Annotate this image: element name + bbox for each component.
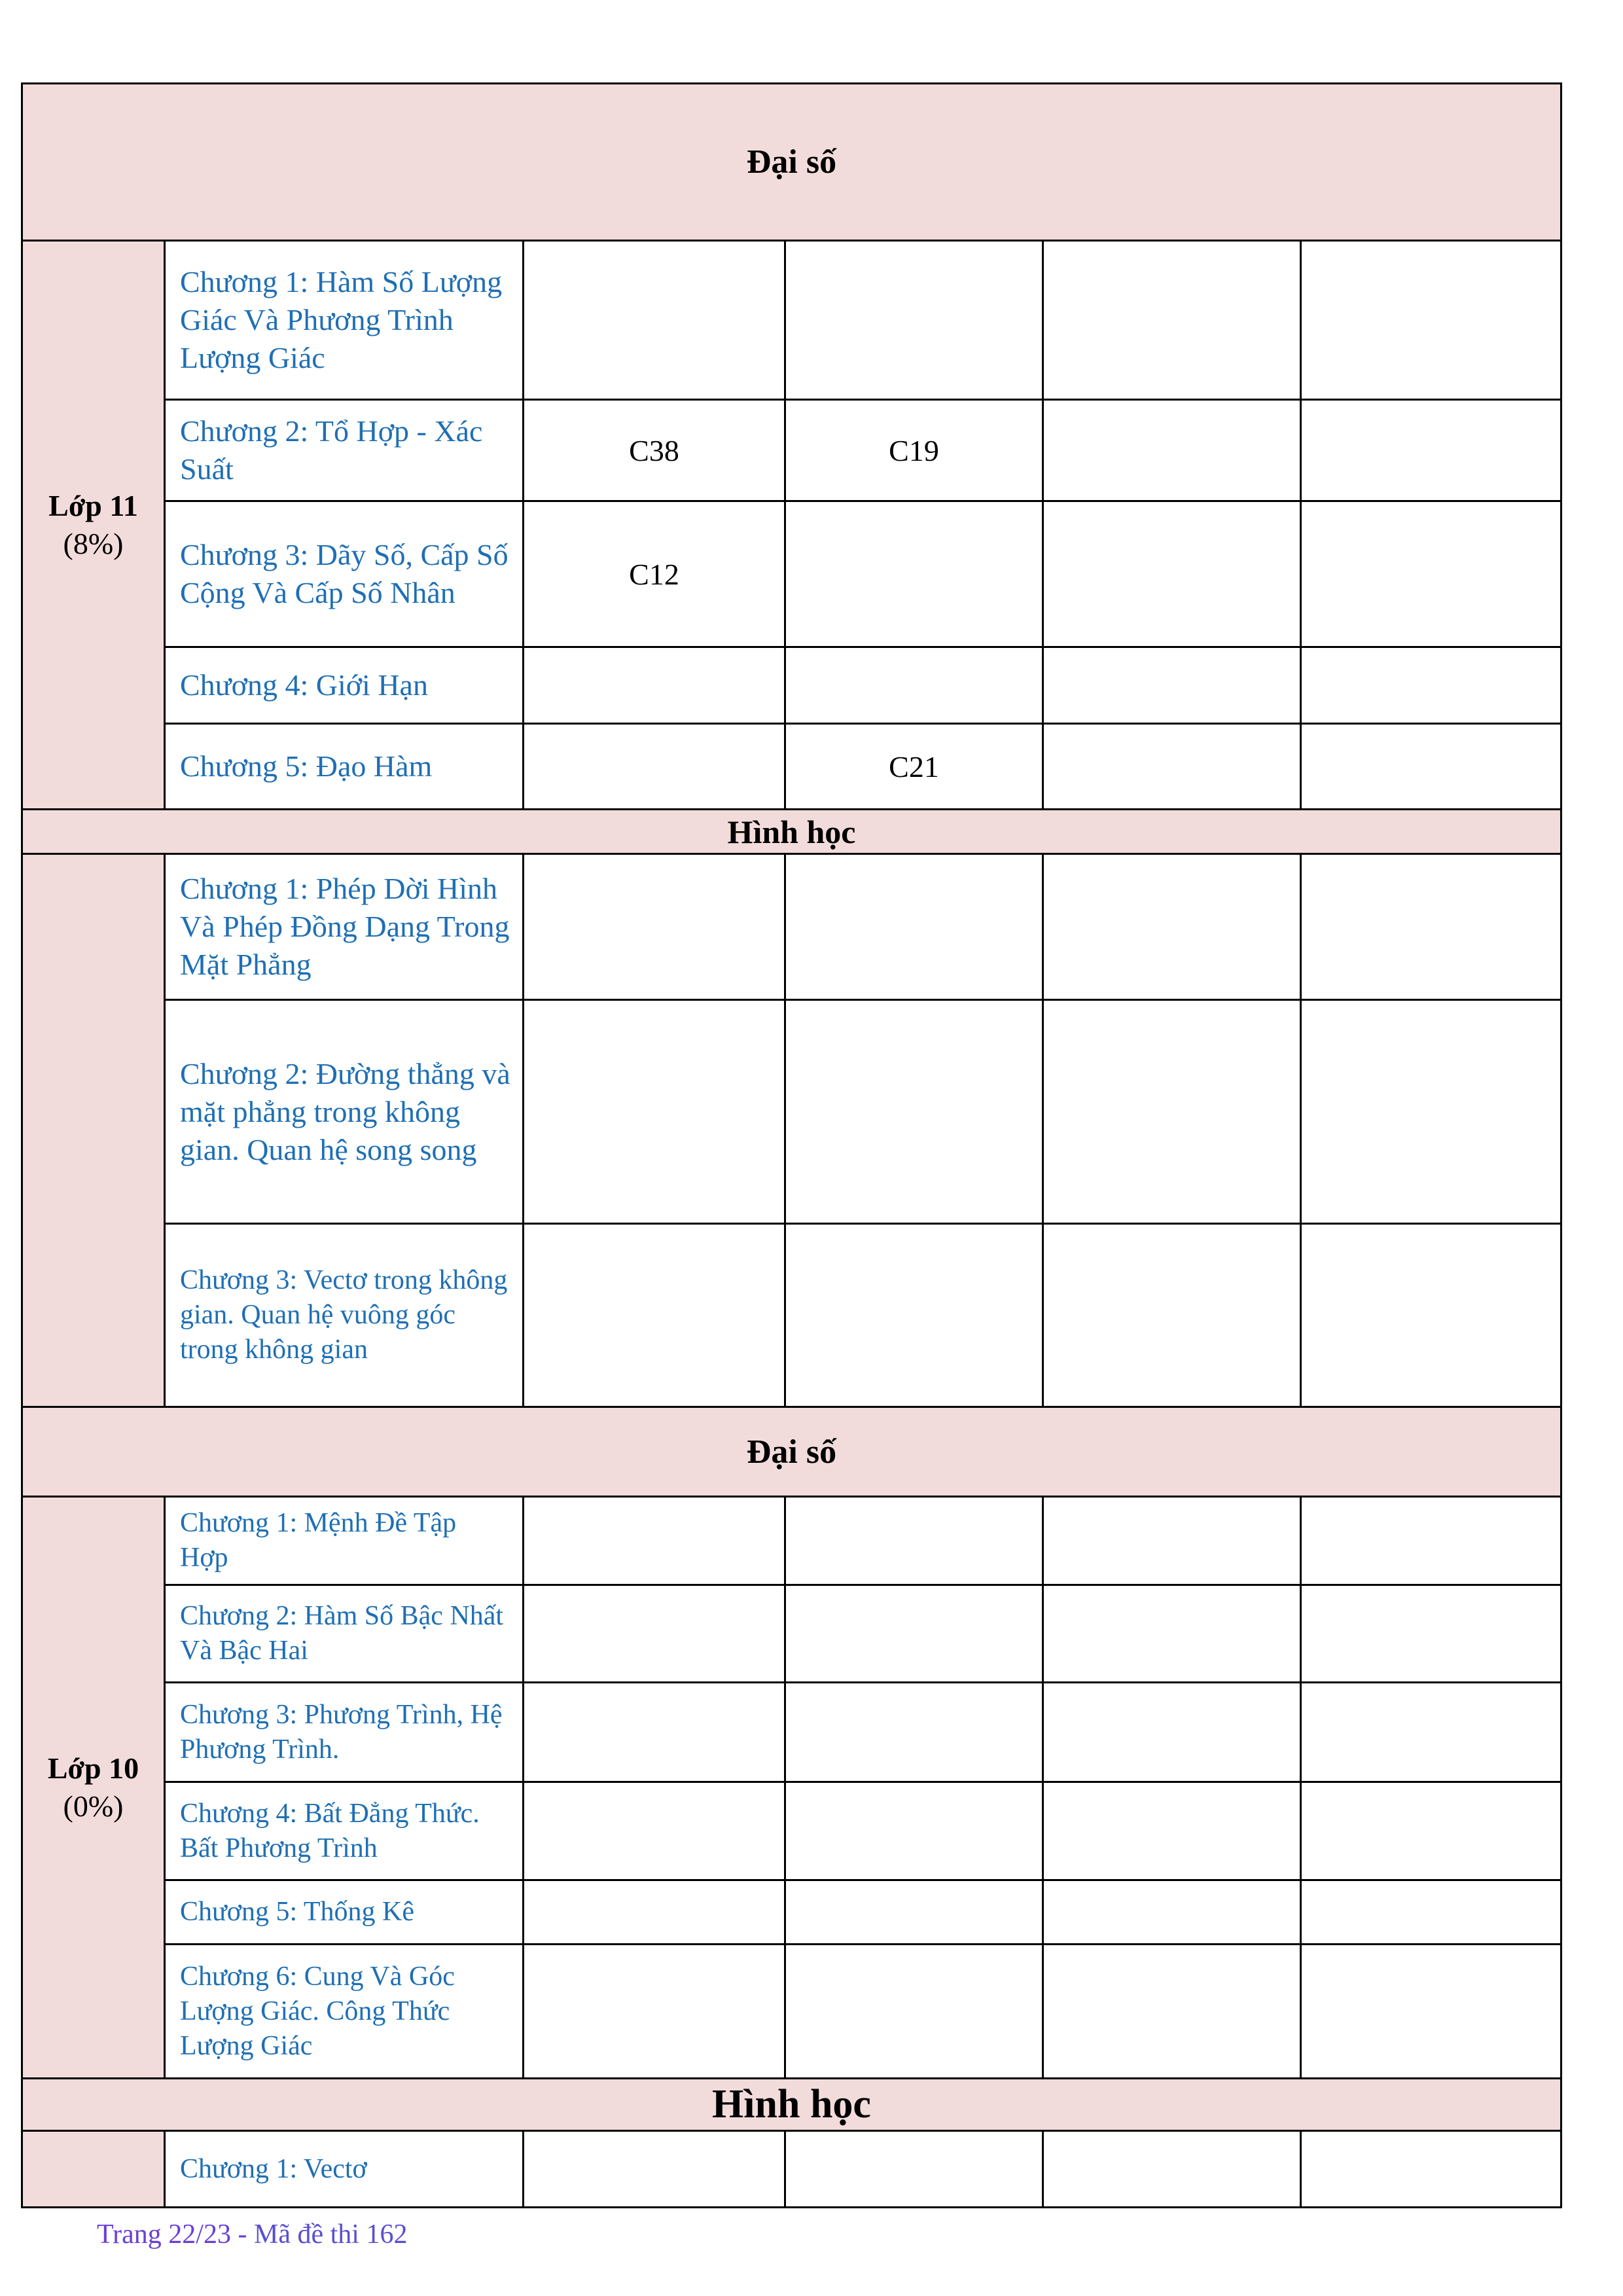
level-cell xyxy=(1301,724,1561,810)
level-cell xyxy=(524,1497,785,1585)
level-cell xyxy=(1301,1585,1561,1683)
level-cell xyxy=(1043,1224,1301,1407)
level-cell xyxy=(1301,1683,1561,1782)
topic-cell: Chương 5: Thống Kê xyxy=(165,1880,524,1945)
grade-10-cell xyxy=(22,1497,165,2079)
level-cell xyxy=(524,241,785,400)
level-cell xyxy=(524,724,785,810)
grade-10-percent: (0%) xyxy=(63,1789,124,1823)
level-cell xyxy=(785,1497,1043,1585)
topic-cell: Chương 2: Đường thẳng và mặt phẳng trong không gian. Quan hệ song song xyxy=(165,1000,524,1224)
level-cell xyxy=(1043,1683,1301,1782)
level-cell xyxy=(1301,1497,1561,1585)
level-cell xyxy=(1043,1945,1301,2079)
grade-10-name: Lớp 10 xyxy=(47,1751,139,1785)
level-cell xyxy=(785,1585,1043,1683)
page-number: Trang 22/23 xyxy=(97,2219,231,2250)
level-cell xyxy=(1301,1880,1561,1945)
grade-geometry-10-cell xyxy=(22,2131,165,2208)
level-cell xyxy=(785,1782,1043,1880)
level-cell xyxy=(1043,647,1301,724)
topic-cell: Chương 1: Hàm Số Lượng Giác Và Phương Trình Lượng Giác xyxy=(165,241,524,400)
exam-code: Mã đề thi 162 xyxy=(253,2219,408,2250)
level-cell xyxy=(1043,724,1301,810)
level-cell xyxy=(1301,1782,1561,1880)
level-cell xyxy=(1043,400,1301,501)
level-cell xyxy=(1043,1880,1301,1945)
level-cell xyxy=(1043,1497,1301,1585)
level-cell xyxy=(524,1224,785,1407)
level-cell xyxy=(1301,1945,1561,2079)
level-cell xyxy=(1301,501,1561,647)
level-cell xyxy=(785,2131,1043,2208)
footer-separator: - xyxy=(230,2219,254,2250)
level-cell xyxy=(1301,1224,1561,1407)
topic-cell: Chương 3: Phương Trình, Hệ Phương Trình. xyxy=(165,1683,524,1782)
level-cell xyxy=(785,1880,1043,1945)
exam-matrix-table xyxy=(21,82,1562,2208)
topic-cell: Chương 2: Tổ Hợp - Xác Suất xyxy=(165,400,524,501)
grade-11-cell xyxy=(22,241,165,810)
grade-geometry-11-cell xyxy=(22,854,165,1407)
topic-cell: Chương 1: Mệnh Đề Tập Hợp xyxy=(165,1497,524,1585)
section-header-algebra-10: Đại số xyxy=(22,1407,1561,1497)
level-cell xyxy=(524,647,785,724)
level-cell xyxy=(1043,854,1301,1000)
level-cell xyxy=(524,1585,785,1683)
level-cell xyxy=(524,1945,785,2079)
level-cell xyxy=(524,2131,785,2208)
level-cell xyxy=(1301,647,1561,724)
level-cell xyxy=(1301,2131,1561,2208)
topic-cell: Chương 5: Đạo Hàm xyxy=(165,724,524,810)
level-cell xyxy=(1043,1000,1301,1224)
level-cell xyxy=(1043,241,1301,400)
topic-cell: Chương 3: Vectơ trong không gian. Quan hệ vuông góc trong không gian xyxy=(165,1224,524,1407)
level-cell xyxy=(1043,1782,1301,1880)
level-cell xyxy=(524,1880,785,1945)
section-header-geometry-11: Hình học xyxy=(22,810,1561,854)
level-cell xyxy=(785,1224,1043,1407)
level-cell xyxy=(1043,2131,1301,2208)
level-cell xyxy=(524,1000,785,1224)
level-cell: C21 xyxy=(785,724,1043,810)
topic-cell: Chương 6: Cung Và Góc Lượng Giác. Công Thức Lượng Giác xyxy=(165,1945,524,2079)
grade-11-percent: (8%) xyxy=(63,527,124,560)
level-cell xyxy=(524,854,785,1000)
topic-cell: Chương 3: Dãy Số, Cấp Số Cộng Và Cấp Số Nhân xyxy=(165,501,524,647)
level-cell xyxy=(1043,501,1301,647)
topic-cell: Chương 2: Hàm Số Bậc Nhất Và Bậc Hai xyxy=(165,1585,524,1683)
level-cell xyxy=(785,854,1043,1000)
level-cell xyxy=(1301,400,1561,501)
level-cell xyxy=(785,647,1043,724)
level-cell: C19 xyxy=(785,400,1043,501)
level-cell xyxy=(785,1945,1043,2079)
level-cell xyxy=(1301,1000,1561,1224)
level-cell xyxy=(1043,1585,1301,1683)
section-header-algebra-11: Đại số xyxy=(22,84,1561,241)
level-cell: C12 xyxy=(524,501,785,647)
page-footer xyxy=(97,2219,407,2250)
topic-cell: Chương 4: Giới Hạn xyxy=(165,647,524,724)
section-header-geometry-10: Hình học xyxy=(22,2079,1561,2131)
level-cell xyxy=(785,1683,1043,1782)
level-cell xyxy=(785,1000,1043,1224)
level-cell xyxy=(1301,241,1561,400)
level-cell xyxy=(785,501,1043,647)
level-cell xyxy=(1301,854,1561,1000)
level-cell xyxy=(524,1683,785,1782)
level-cell xyxy=(524,1782,785,1880)
topic-cell: Chương 1: Vectơ xyxy=(165,2131,524,2208)
topic-cell: Chương 1: Phép Dời Hình Và Phép Đồng Dạng Trong Mặt Phẳng xyxy=(165,854,524,1000)
level-cell xyxy=(785,241,1043,400)
grade-11-name: Lớp 11 xyxy=(48,489,138,522)
topic-cell: Chương 4: Bất Đẳng Thức. Bất Phương Trình xyxy=(165,1782,524,1880)
level-cell: C38 xyxy=(524,400,785,501)
